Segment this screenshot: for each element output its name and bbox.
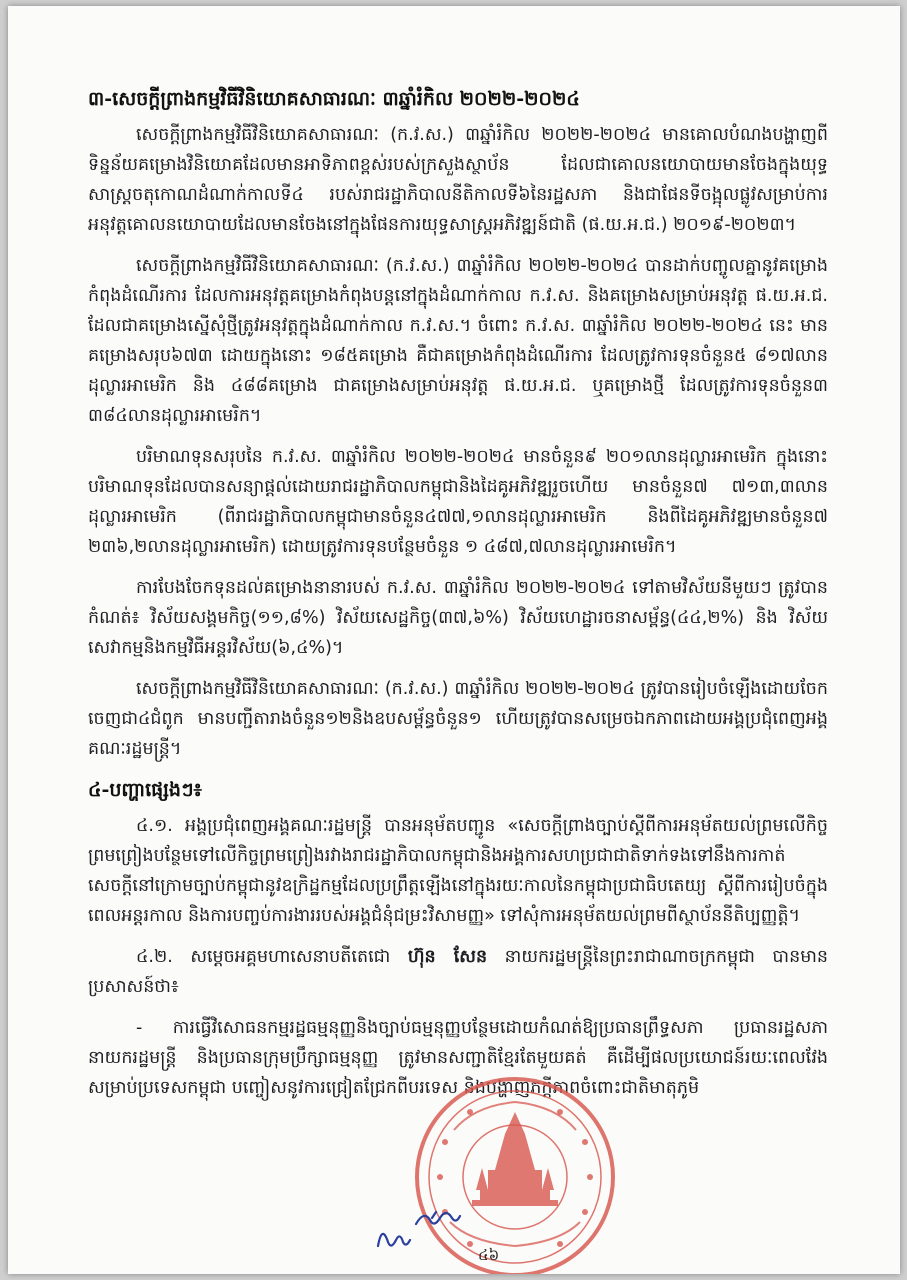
section-3-paragraph-3: បរិមាណទុនសរុបនៃ ក.វ.ស. ៣ឆ្នាំរំកិល ២០២២-២០២៤ មានចំនួន៩ ២០១លានដុល្លារអាមេរិក ក្នុងនោះ បរិមាណទុនដែលបានសន្យាផ្តល់ដោយរាជរដ្ឋាភិបាលកម្ពុជានិងដៃគូអភិវឌ្ឍរួចហើយ មានចំនួន៧ ៧១៣,៣លានដុល្លារអាមេរិក (ពីរាជរដ្ឋាភិបាលកម្ពុជាមានចំនួន៤៧៧,១លានដុល្លារអាមេរិក និងពីដៃគូអភិវឌ្ឍមានចំនួន៧ ២៣៦,២លានដុល្លារអាមេរិក) ដោយត្រូវការទុនបន្ថែមចំនួន ១ ៤៨៧,៧លានដុល្លារអាមេរិក។: [88, 447, 828, 557]
section-3-paragraph-2: សេចក្តីព្រាងកម្មវិធីវិនិយោគសាធារណៈ (ក.វ.ស.) ៣ឆ្នាំរំកិល ២០២២-២០២៤ បានដាក់បញ្ចូលគ្នានូវគម្រោងកំពុងដំណើរការ ដែលការអនុវត្តគម្រោងកំពុងបន្តនៅក្នុងដំណាក់កាល ក.វ.ស. និងគម្រោងសម្រាប់អនុវត្ត ផ.យ.អ.ជ. ដែលជាគម្រោងស្នើសុំថ្មីត្រូវអនុវត្តក្នុងដំណាក់កាល ក.វ.ស.។ ចំពោះ ក.វ.ស. ៣ឆ្នាំរំកិល ២០២២-២០២៤ នេះ មានគម្រោងសរុប៦៧៣ ដោយក្នុងនោះ ១៨៥គម្រោង គឺជាគម្រោងកំពុងដំណើរការ ដែលត្រូវការទុនចំនួន៥ ៨១៧លានដុល្លារអាមេរិក និង ៤៨៨គម្រោង ជាគម្រោងសម្រាប់អនុវត្ត ផ.យ.អ.ជ. ឬគម្រោងថ្មី ដែលត្រូវការទុនចំនួន៣ ៣៨៤លានដុល្លារអាមេរិក។: [88, 256, 828, 426]
section-3-heading: ៣-សេចក្តីព្រាងកម្មវិធីវិនិយោគសាធារណៈ ៣ឆ្នាំរំកិល ២០២២-២០២៤: [88, 88, 580, 110]
document-content: [88, 84, 828, 1103]
section-3-paragraph-1: សេចក្តីព្រាងកម្មវិធីវិនិយោគសាធារណៈ (ក.វ.ស.) ៣ឆ្នាំរំកិល ២០២២-២០២៤ មានគោលបំណងបង្ហាញពីទិន្នន័យគម្រោងវិនិយោគដែលមានអាទិភាពខ្ពស់របស់ក្រសួងស្ថាប័ន ដែលជាគោលនយោបាយមានចែងក្នុងយុទ្ធសាស្ត្រចតុកោណដំណាក់កាលទី៤ របស់រាជរដ្ឋាភិបាលនីតិកាលទី៦នៃរដ្ឋសភា និងជាផែនទីចង្អុលផ្លូវសម្រាប់ការអនុវត្តគោលនយោបាយដែលមានចែងនៅក្នុងផែនការយុទ្ធសាស្ត្រអភិវឌ្ឍន៍ជាតិ (ផ.យ.អ.ជ.) ២០១៩-២០២៣។: [88, 125, 828, 235]
section-3-paragraph-5: សេចក្តីព្រាងកម្មវិធីវិនិយោគសាធារណៈ (ក.វ.ស.) ៣ឆ្នាំរំកិល ២០២២-២០២៤ ត្រូវបានរៀបចំឡើងដោយចែកចេញជា៤ជំពូក មានបញ្ជីតារាងចំនួន១២និងឧបសម្ព័ន្ធចំនួន១ ហើយត្រូវបានសម្រេចឯកភាពដោយអង្គប្រជុំពេញអង្គគណៈរដ្ឋមន្ត្រី។: [88, 679, 828, 759]
prime-minister-name: ហ៊ុន សែន: [407, 947, 488, 967]
section-4-item-1: ៤.១. អង្គប្រជុំពេញអង្គគណៈរដ្ឋមន្ត្រី បានអនុម័តបញ្ជូន «សេចក្តីព្រាងច្បាប់ស្តីពីការអនុម័តយល់ព្រមលើកិច្ចព្រមព្រៀងបន្ថែមទៅលើកិច្ចព្រមព្រៀងរវាងរាជរដ្ឋាភិបាលកម្ពុជានិងអង្គការសហប្រជាជាតិទាក់ទងទៅនឹងការកាត់សេចក្តីនៅក្រោមច្បាប់កម្ពុជានូវឧក្រិដ្ឋកម្មដែលប្រព្រឹត្តឡើងនៅក្នុងរយៈកាលនៃកម្ពុជាប្រជាធិបតេយ្យ ស្តីពីការរៀបចំក្នុងពេលអន្តរកាល និងការបញ្ចប់ការងាររបស់អង្គជំនុំជម្រះវិសាមញ្ញ» ទៅសុំការអនុម័តយល់ព្រមពីស្ថាប័ននីតិប្បញ្ញត្តិ។: [88, 816, 828, 926]
item-2-prefix: ៤.២. សម្តេចអគ្គមហាសេនាបតីតេជោ: [136, 947, 391, 967]
section-3-paragraph-4: ការបែងចែកទុនដល់គម្រោងនានារបស់ ក.វ.ស. ៣ឆ្នាំរំកិល ២០២២-២០២៤ ទៅតាមវិស័យនីមួយៗ ត្រូវបានកំណត់៖ វិស័យសង្គមកិច្ច(១១,៨%) វិស័យសេដ្ឋកិច្ច(៣៧,៦%) វិស័យហេដ្ឋារចនាសម្ព័ន្ធ(៤៤,២%) និង វិស័យសេវាកម្មនិងកម្មវិធីអន្តរវិស័យ(៦,៤%)។: [88, 578, 828, 658]
document-page: [8, 6, 900, 1274]
section-4-item-2: [88, 942, 828, 1002]
page-number: ៤៦: [478, 1246, 500, 1264]
section-4-heading: ៤-បញ្ហាផ្សេងៗ៖: [88, 779, 202, 801]
signature-mark: [372, 1204, 482, 1264]
item-2-suffix: នាយករដ្ឋមន្ត្រីនៃព្រះរាជាណាចក្រកម្ពុជា បានមានប្រសាសន៍ថា៖: [88, 947, 828, 997]
section-4-bullet-1: - ការធ្វើវិសោធនកម្មរដ្ឋធម្មនុញ្ញនិងច្បាប់ធម្មនុញ្ញបន្ថែមដោយកំណត់ឱ្យប្រធានព្រឹទ្ធសភា ប្រធានរដ្ឋសភា នាយករដ្ឋមន្ត្រី និងប្រធានក្រុមប្រឹក្សាធម្មនុញ្ញ ត្រូវមានសញ្ជាតិខ្មែរតែមួយគត់ គឺដើម្បីផលប្រយោជន៍រយៈពេលវែងសម្រាប់ប្រទេសកម្ពុជា បញ្ចៀសនូវការជ្រៀតជ្រែកពីបរទេស និងបង្ហាញភក្តីភាពចំពោះជាតិមាតុភូមិ: [88, 1018, 828, 1098]
